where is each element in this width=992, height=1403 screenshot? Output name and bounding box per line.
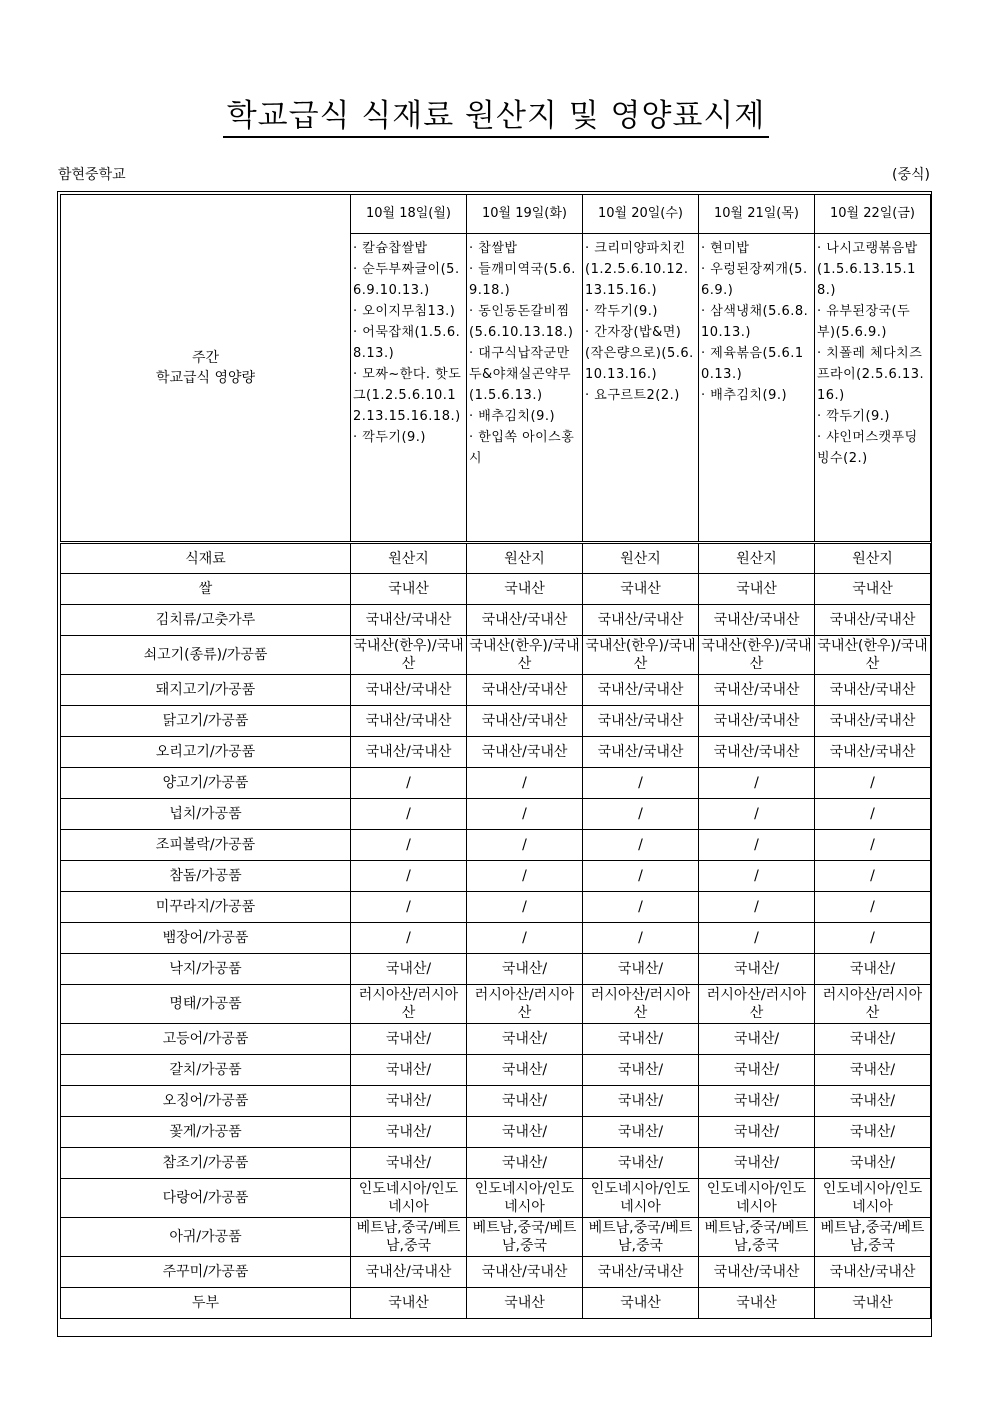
origin-row — [61, 737, 931, 768]
origin-value: 국내산(한우)/국내산 — [351, 636, 467, 675]
origin-value: 인도네시아/인도네시아 — [583, 1179, 699, 1218]
origin-value: 국내산/국내산 — [583, 675, 699, 706]
origin-value: 베트남,중국/베트남,중국 — [351, 1218, 467, 1257]
origin-value: / — [583, 892, 699, 923]
origin-value: 국내산/국내산 — [351, 706, 467, 737]
menu-item: · 배추김치(9.) — [701, 388, 788, 403]
origin-value: 국내산/ — [699, 1117, 815, 1148]
menu-item: · 동인동돈갈비찜(5.6.10.13.18.) — [469, 304, 574, 340]
origin-value: 국내산/국내산 — [467, 675, 583, 706]
origin-value: 국내산/ — [351, 1086, 467, 1117]
menu-item: · 나시고랭볶음밥(1.5.6.13.15.18.) — [817, 241, 918, 298]
menu-item: · 들깨미역국(5.6.9.18.) — [469, 262, 576, 298]
origin-header-value: 원산지 — [583, 543, 699, 574]
origin-value: / — [583, 861, 699, 892]
menu-cell — [467, 234, 583, 543]
origin-value: / — [467, 799, 583, 830]
origin-value: 국내산/ — [815, 954, 931, 985]
day-header: 10월 19일(화) — [467, 195, 583, 234]
origin-value: 국내산/국내산 — [815, 605, 931, 636]
ingredient-name: 참돔/가공품 — [61, 861, 351, 892]
origin-value: 국내산 — [815, 1288, 931, 1319]
menu-item: · 크리미양파치킨(1.2.5.6.10.12.13.15.16.) — [585, 241, 689, 298]
ingredient-name: 조피볼락/가공품 — [61, 830, 351, 861]
origin-row — [61, 1055, 931, 1086]
ingredient-name: 뱀장어/가공품 — [61, 923, 351, 954]
origin-row — [61, 1086, 931, 1117]
origin-value: 국내산/ — [351, 954, 467, 985]
origin-value: 국내산 — [699, 574, 815, 605]
meal-type: (중식) — [892, 167, 930, 183]
origin-row — [61, 1288, 931, 1319]
origin-header-label: 식재료 — [61, 543, 351, 574]
menu-cell — [583, 234, 699, 543]
menu-item: · 모짜~한다. 핫도그(1.2.5.6.10.12.13.15.16.18.) — [353, 367, 462, 424]
origin-value: 인도네시아/인도네시아 — [351, 1179, 467, 1218]
nutrition-label-line2: 학교급식 영양량 — [155, 370, 256, 386]
menu-item: · 우렁된장찌개(5.6.9.) — [701, 262, 808, 298]
menu-item: · 간자장(밥&면)(작은량으로)(5.6.10.13.16.) — [585, 325, 694, 382]
origin-value: 국내산/국내산 — [583, 737, 699, 768]
origin-value: 러시아산/러시아산 — [467, 985, 583, 1024]
ingredient-name: 미꾸라지/가공품 — [61, 892, 351, 923]
origin-value: / — [699, 923, 815, 954]
origin-value: 국내산/국내산 — [699, 605, 815, 636]
origin-value: 국내산/ — [815, 1117, 931, 1148]
origin-value: 국내산/ — [467, 1024, 583, 1055]
day-header: 10월 21일(목) — [699, 195, 815, 234]
origin-value: / — [351, 892, 467, 923]
origin-value: 베트남,중국/베트남,중국 — [583, 1218, 699, 1257]
ingredient-name: 넙치/가공품 — [61, 799, 351, 830]
origin-row — [61, 1257, 931, 1288]
origin-value: / — [351, 861, 467, 892]
origin-row — [61, 1024, 931, 1055]
origin-row — [61, 923, 931, 954]
origin-value: / — [815, 892, 931, 923]
origin-value: 국내산/ — [815, 1055, 931, 1086]
menu-item: · 대구식납작군만두&야채실곤약무(1.5.6.13.) — [469, 346, 572, 403]
origin-value: 국내산/국내산 — [815, 675, 931, 706]
origin-value: 국내산/국내산 — [699, 737, 815, 768]
origin-value: 국내산/ — [467, 1117, 583, 1148]
origin-value: 국내산/ — [351, 1148, 467, 1179]
origin-value: 국내산/ — [583, 1024, 699, 1055]
menu-item: · 유부된장국(두부)(5.6.9.) — [817, 304, 911, 340]
origin-value: 인도네시아/인도네시아 — [699, 1179, 815, 1218]
origin-value: / — [699, 799, 815, 830]
origin-value: 국내산/국내산 — [815, 1257, 931, 1288]
origin-value: 국내산/국내산 — [699, 706, 815, 737]
ingredient-name: 꽃게/가공품 — [61, 1117, 351, 1148]
origin-value: 베트남,중국/베트남,중국 — [815, 1218, 931, 1257]
ingredient-name: 두부 — [61, 1288, 351, 1319]
origin-value: / — [351, 799, 467, 830]
origin-value: 국내산/국내산 — [351, 605, 467, 636]
origin-header-value: 원산지 — [815, 543, 931, 574]
menu-item: · 깍두기(9.) — [353, 430, 426, 445]
origin-value: 인도네시아/인도네시아 — [815, 1179, 931, 1218]
origin-value: 국내산(한우)/국내산 — [699, 636, 815, 675]
origin-value: / — [467, 892, 583, 923]
origin-row — [61, 636, 931, 675]
origin-value: 국내산 — [351, 1288, 467, 1319]
origin-value: / — [699, 892, 815, 923]
origin-row — [61, 1148, 931, 1179]
origin-value: / — [467, 923, 583, 954]
origin-value: 국내산/국내산 — [815, 737, 931, 768]
day-header: 10월 20일(수) — [583, 195, 699, 234]
origin-row — [61, 830, 931, 861]
ingredient-name: 고등어/가공품 — [61, 1024, 351, 1055]
origin-header-value: 원산지 — [467, 543, 583, 574]
nutrition-label — [61, 195, 351, 543]
origin-value: 국내산/국내산 — [583, 706, 699, 737]
origin-value: / — [699, 830, 815, 861]
origin-value: / — [815, 861, 931, 892]
origin-value: / — [815, 923, 931, 954]
origin-value: 국내산/국내산 — [583, 605, 699, 636]
origin-value: / — [351, 923, 467, 954]
origin-value: 국내산/ — [583, 1148, 699, 1179]
menu-cell — [699, 234, 815, 543]
origin-value: 국내산/국내산 — [699, 675, 815, 706]
ingredient-name: 명태/가공품 — [61, 985, 351, 1024]
menu-item: · 한입쏙 아이스홍시 — [469, 430, 575, 466]
origin-value: 국내산/ — [583, 954, 699, 985]
origin-value: 국내산 — [583, 1288, 699, 1319]
menu-item: · 순두부짜글이(5.6.9.10.13.) — [353, 262, 460, 298]
origin-value: 국내산/국내산 — [467, 706, 583, 737]
ingredient-name: 오징어/가공품 — [61, 1086, 351, 1117]
origin-value: 국내산 — [467, 1288, 583, 1319]
origin-value: 국내산/국내산 — [351, 737, 467, 768]
nutrition-label-line1: 주간 — [191, 350, 220, 366]
origin-value: / — [583, 768, 699, 799]
origin-value: 국내산 — [699, 1288, 815, 1319]
origin-value: / — [815, 830, 931, 861]
school-name: 함현중학교 — [58, 167, 126, 183]
origin-row — [61, 706, 931, 737]
menu-item: · 삼색냉채(5.6.8.10.13.) — [701, 304, 809, 340]
ingredient-name: 양고기/가공품 — [61, 768, 351, 799]
origin-row — [61, 675, 931, 706]
origin-value: 국내산(한우)/국내산 — [467, 636, 583, 675]
ingredient-name: 쌀 — [61, 574, 351, 605]
origin-value: 국내산/ — [467, 1148, 583, 1179]
origin-value: 국내산 — [815, 574, 931, 605]
menu-item: · 배추김치(9.) — [469, 409, 556, 424]
menu-origin-table — [60, 194, 931, 1319]
origin-row — [61, 861, 931, 892]
origin-value: 러시아산/러시아산 — [583, 985, 699, 1024]
origin-value: 국내산 — [351, 574, 467, 605]
origin-value: 인도네시아/인도네시아 — [467, 1179, 583, 1218]
menu-item: · 요구르트2(2.) — [585, 388, 680, 403]
origin-row — [61, 574, 931, 605]
origin-row — [61, 799, 931, 830]
origin-value: / — [815, 799, 931, 830]
ingredient-name: 참조기/가공품 — [61, 1148, 351, 1179]
menu-item: · 칼슘찹쌀밥 — [353, 241, 428, 256]
ingredient-name: 다랑어/가공품 — [61, 1179, 351, 1218]
origin-row — [61, 1117, 931, 1148]
origin-value: 국내산/국내산 — [699, 1257, 815, 1288]
ingredient-name: 쇠고기(종류)/가공품 — [61, 636, 351, 675]
origin-value: 국내산/국내산 — [467, 605, 583, 636]
origin-value: 국내산(한우)/국내산 — [583, 636, 699, 675]
origin-value: 국내산/ — [699, 1148, 815, 1179]
origin-value: 국내산/ — [351, 1055, 467, 1086]
origin-row — [61, 768, 931, 799]
menu-item: · 현미밥 — [701, 241, 750, 256]
origin-value: / — [583, 799, 699, 830]
origin-value: / — [467, 768, 583, 799]
origin-value: 국내산/ — [699, 1086, 815, 1117]
day-header: 10월 18일(월) — [351, 195, 467, 234]
origin-value: 베트남,중국/베트남,중국 — [699, 1218, 815, 1257]
origin-value: / — [815, 768, 931, 799]
origin-value: 국내산/ — [815, 1086, 931, 1117]
origin-value: 러시아산/러시아산 — [699, 985, 815, 1024]
origin-value: 국내산/ — [815, 1024, 931, 1055]
origin-value: 국내산/ — [467, 954, 583, 985]
origin-value: 국내산/ — [699, 1055, 815, 1086]
ingredient-name: 돼지고기/가공품 — [61, 675, 351, 706]
origin-value: 국내산/국내산 — [583, 1257, 699, 1288]
ingredient-name: 닭고기/가공품 — [61, 706, 351, 737]
ingredient-name: 김치류/고춧가루 — [61, 605, 351, 636]
origin-value: 국내산 — [583, 574, 699, 605]
menu-cell — [815, 234, 931, 543]
ingredient-name: 주꾸미/가공품 — [61, 1257, 351, 1288]
origin-value: 국내산/국내산 — [351, 675, 467, 706]
origin-value: 국내산/ — [815, 1148, 931, 1179]
origin-row — [61, 954, 931, 985]
origin-header-value: 원산지 — [351, 543, 467, 574]
origin-value: / — [351, 768, 467, 799]
origin-row — [61, 605, 931, 636]
origin-value: / — [699, 861, 815, 892]
origin-value: / — [583, 923, 699, 954]
origin-value: 국내산/국내산 — [467, 1257, 583, 1288]
ingredient-name: 낙지/가공품 — [61, 954, 351, 985]
menu-cell — [351, 234, 467, 543]
menu-item: · 치폴레 체다치즈프라이(2.5.6.13.16.) — [817, 346, 925, 403]
origin-value: 국내산/국내산 — [815, 706, 931, 737]
origin-row — [61, 1218, 931, 1257]
origin-row — [61, 985, 931, 1024]
origin-value: 국내산/ — [699, 1024, 815, 1055]
origin-value: / — [583, 830, 699, 861]
menu-item: · 깍두기(9.) — [817, 409, 890, 424]
origin-row — [61, 892, 931, 923]
menu-item: · 제육볶음(5.6.10.13.) — [701, 346, 804, 382]
ingredient-name: 갈치/가공품 — [61, 1055, 351, 1086]
origin-value: 국내산/ — [467, 1086, 583, 1117]
origin-value: 러시아산/러시아산 — [351, 985, 467, 1024]
ingredient-name: 오리고기/가공품 — [61, 737, 351, 768]
origin-value: 러시아산/러시아산 — [815, 985, 931, 1024]
origin-value: 국내산/ — [351, 1024, 467, 1055]
menu-item: · 찹쌀밥 — [469, 241, 518, 256]
menu-item: · 샤인머스캣푸딩빙수(2.) — [817, 430, 918, 466]
origin-row — [61, 1179, 931, 1218]
day-header: 10월 22일(금) — [815, 195, 931, 234]
origin-value: 국내산/ — [351, 1117, 467, 1148]
origin-value: / — [699, 768, 815, 799]
page-title-wrap — [0, 90, 992, 135]
origin-value: 국내산/국내산 — [351, 1257, 467, 1288]
menu-item: · 깍두기(9.) — [585, 304, 658, 319]
ingredient-name: 아귀/가공품 — [61, 1218, 351, 1257]
origin-value: 국내산/ — [583, 1086, 699, 1117]
origin-value: / — [351, 830, 467, 861]
origin-value: 국내산(한우)/국내산 — [815, 636, 931, 675]
origin-value: 국내산/ — [583, 1117, 699, 1148]
origin-value: 국내산/ — [699, 954, 815, 985]
origin-value: 베트남,중국/베트남,중국 — [467, 1218, 583, 1257]
origin-value: / — [467, 861, 583, 892]
menu-item: · 오이지무침13.) — [353, 304, 456, 319]
origin-value: / — [467, 830, 583, 861]
menu-item: · 어묵잡채(1.5.6.8.13.) — [353, 325, 461, 361]
origin-value: 국내산 — [467, 574, 583, 605]
origin-header-value: 원산지 — [699, 543, 815, 574]
origin-value: 국내산/ — [467, 1055, 583, 1086]
origin-value: 국내산/국내산 — [467, 737, 583, 768]
origin-value: 국내산/ — [583, 1055, 699, 1086]
page-title: 학교급식 식재료 원산지 및 영양표시제 — [223, 98, 770, 138]
